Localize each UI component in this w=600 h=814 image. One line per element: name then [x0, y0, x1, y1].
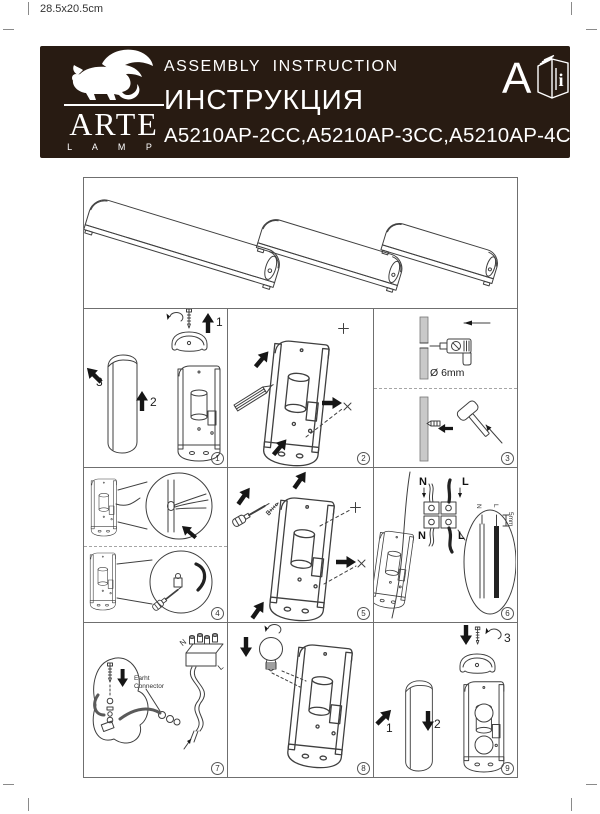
terminal-n-label: N	[178, 637, 189, 648]
arrow-down-icon	[117, 669, 128, 687]
rotate-arrow-icon	[484, 627, 502, 639]
crop-mark	[3, 29, 14, 30]
step-6-panel	[374, 468, 517, 623]
crop-mark	[28, 798, 29, 811]
screw-icon	[108, 663, 113, 682]
product-drawing-large	[84, 196, 283, 290]
crop-mark	[586, 29, 597, 30]
wire-l-label: L	[492, 504, 499, 508]
step-number: 2	[357, 452, 370, 465]
title-russian: ИНСТРУКЦИЯ	[164, 84, 364, 115]
step-number: 4	[211, 607, 224, 620]
arrow-up-icon	[202, 313, 214, 333]
earth-wire	[120, 709, 160, 719]
step-number: 5	[357, 607, 370, 620]
step-5-panel	[228, 468, 374, 623]
product-drawing-small	[380, 220, 501, 286]
lamp-body-drawing	[269, 497, 335, 622]
arrow-icon	[251, 347, 273, 370]
lamp-body-drawing	[91, 479, 116, 536]
header-banner	[40, 46, 586, 158]
step-9-panel	[374, 623, 517, 777]
step-8-panel	[228, 623, 374, 777]
instruction-board	[83, 177, 518, 778]
crop-mark	[3, 784, 14, 785]
mark-position-cross	[351, 503, 361, 513]
lamp-body-drawing	[178, 366, 220, 461]
live-wire	[449, 480, 450, 502]
arrow-up-icon	[136, 391, 148, 411]
step-number: 6	[501, 607, 514, 620]
title-english: ASSEMBLY INSTRUCTION	[164, 58, 399, 75]
earth-wire-hook	[95, 695, 104, 715]
diffuser-drawing	[108, 355, 137, 453]
terminal	[174, 578, 182, 587]
terminal-l-label: L	[458, 530, 465, 542]
lamp-body-drawing	[287, 644, 353, 771]
lamp-body-drawing	[90, 553, 115, 610]
screwdriver-icon	[232, 500, 272, 527]
arrow-label-3: 3	[96, 375, 103, 389]
crop-mark	[571, 798, 572, 811]
booklet-i-glyph: i	[558, 70, 564, 90]
drill-icon	[430, 339, 471, 365]
winged-lion-icon	[50, 48, 160, 104]
arrow-label-1: 1	[386, 721, 393, 735]
stripped-live-wire	[494, 526, 499, 598]
step-7-panel	[84, 623, 228, 777]
step-number: 7	[211, 762, 224, 775]
lamp-body-drawing	[374, 530, 414, 610]
brand-name: ARTE	[69, 106, 159, 142]
rotate-arrow-icon	[265, 624, 281, 633]
mark-position-cross	[358, 560, 365, 567]
drill-diameter-label: Ø 6mm	[430, 367, 465, 379]
page-size-label: 28.5x20.5cm	[40, 3, 103, 15]
mark-position-cross	[344, 403, 351, 410]
crop-mark	[571, 2, 572, 15]
revision-letter: A	[502, 54, 532, 103]
mark-position-cross	[339, 324, 349, 334]
arrow-icon	[247, 598, 268, 621]
arrow-label-1: 1	[216, 315, 223, 329]
step-2-panel	[228, 309, 374, 468]
hammer-icon	[456, 399, 497, 441]
model-numbers: A5210AP-2CC,A5210AP-3CC,A5210AP-4CC	[164, 124, 586, 147]
installed-bulb	[475, 736, 493, 754]
crop-mark	[586, 784, 597, 785]
product-overview-panel	[84, 178, 517, 309]
arrow-label-3: 3	[504, 631, 511, 645]
product-drawing-medium	[255, 216, 405, 293]
arrow-icon	[336, 556, 356, 568]
wall-section	[420, 397, 428, 461]
wire-drawing	[196, 564, 205, 590]
lamp-body-drawing	[464, 682, 504, 772]
end-cap-drawing	[172, 332, 207, 351]
step-number: 9	[501, 762, 514, 775]
crop-mark	[28, 2, 29, 15]
step-1-panel	[84, 309, 228, 468]
light-bulb-icon	[260, 638, 283, 672]
rotate-arrow-icon	[167, 312, 183, 321]
arrow-icon	[289, 468, 310, 491]
step-number: 1	[211, 452, 224, 465]
arrow-label-2: 2	[150, 395, 157, 409]
arrow-icon	[233, 484, 254, 507]
step-3-panel	[374, 309, 517, 468]
screw-icon	[187, 309, 192, 328]
strip-length-label: 5mm	[507, 512, 514, 527]
earth-connector-label: Earht	[134, 675, 150, 682]
step-number: 8	[357, 762, 370, 775]
terminal-n-label: N	[418, 530, 426, 542]
terminal-l-label: L	[462, 476, 469, 488]
step-4-panel	[84, 468, 228, 623]
terminal-block	[424, 502, 456, 528]
cable-hole	[168, 502, 175, 511]
installed-bulb	[475, 704, 493, 722]
screw-icon	[475, 627, 480, 644]
arrow-down-icon	[460, 625, 472, 645]
terminal-n-label: N	[419, 476, 427, 488]
screwdriver-icon	[152, 585, 184, 612]
step-number: 3	[501, 452, 514, 465]
end-cap-drawing	[460, 654, 495, 673]
wall-plug-icon	[427, 421, 440, 426]
wire-n-label: N	[475, 504, 482, 509]
arrow-label-2: 2	[434, 717, 441, 731]
arrow-down-icon	[240, 637, 252, 657]
neutral-wire	[429, 484, 430, 502]
terminal-block-3d	[186, 634, 223, 667]
terminal-l-label: L	[216, 662, 226, 672]
earth-connector-label: Connector	[134, 683, 164, 690]
brand-subtitle: L A M P	[67, 142, 161, 152]
lamp-body-drawing	[262, 340, 329, 467]
arrow-icon	[322, 397, 342, 409]
